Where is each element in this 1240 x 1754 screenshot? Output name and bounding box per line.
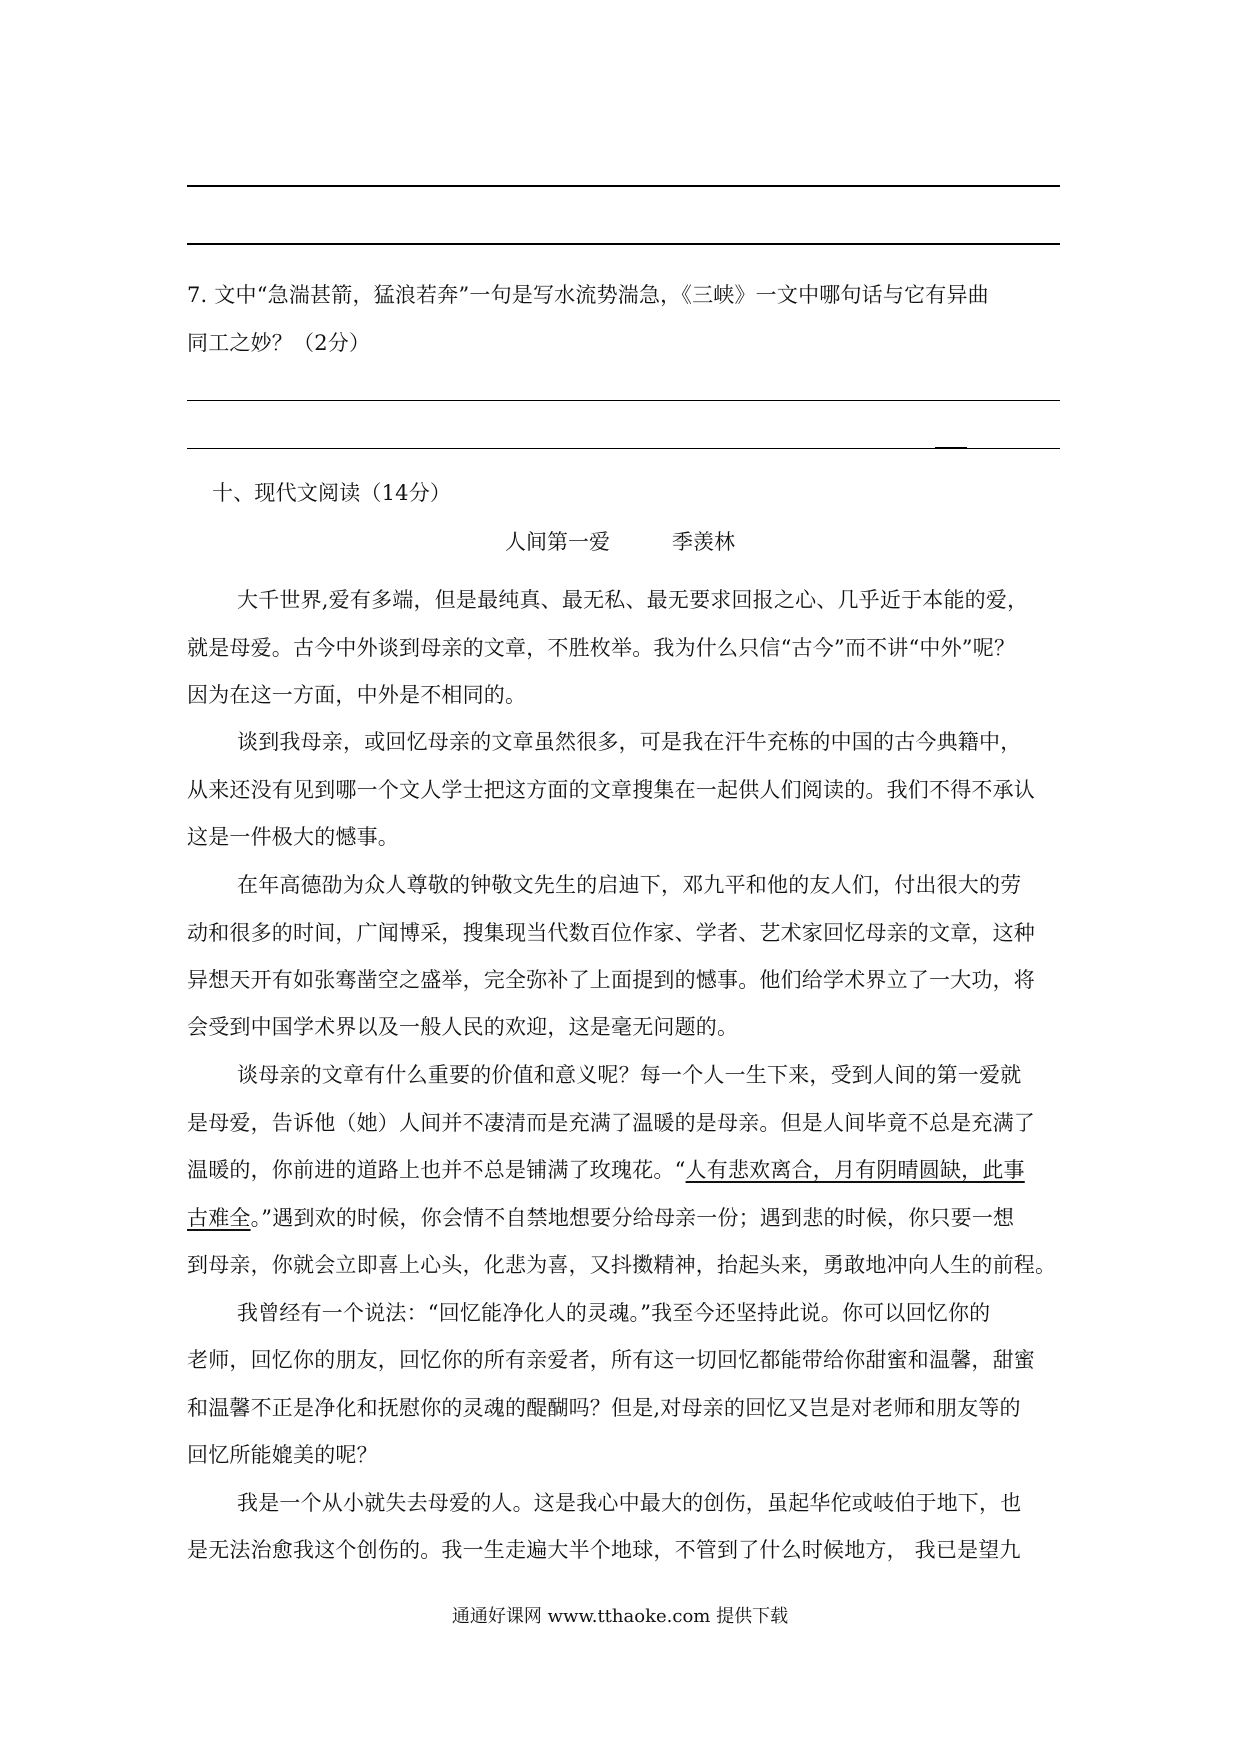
answer-line-1 xyxy=(187,185,1060,187)
p1-line-2: 就是母爱。古今中外谈到母亲的文章，不胜枚举。我为什么只信“古今”而不讲“中外”呢？ xyxy=(187,636,1016,660)
p3-line-3: 异想天开有如张骞凿空之盛举，完全弥补了上面提到的憾事。他们给学术界立了一大功，将 xyxy=(187,968,1035,992)
p3-line-4: 会受到中国学术界以及一般人民的欢迎，这是毫无问题的。 xyxy=(187,1015,739,1039)
section-heading: 十、现代文阅读（14分） xyxy=(212,481,452,505)
p4-line-4-text: 。”遇到欢的时候，你会情不自禁地想要分给母亲一份；遇到悲的时候，你只要一想 xyxy=(250,1206,1015,1230)
passage-title-line xyxy=(0,527,1240,557)
p4-line-3-text: 温暖的，你前进的道路上也并不总是铺满了玫瑰花。“ xyxy=(187,1158,686,1182)
question-7-line-2: 同工之妙？（2分） xyxy=(187,331,371,355)
p4-line-5: 到母亲，你就会立即喜上心头，化悲为喜，又抖擞精神，抬起头来，勇敢地冲向人生的前程。 xyxy=(187,1253,1057,1277)
underlined-quote-part-1: 人有悲欢离合，月有阴晴圆缺，此事 xyxy=(685,1158,1025,1182)
p4-line-2: 是母爱，告诉他（她）人间并不凄清而是充满了温暖的是母亲。但是人间毕竟不总是充满了 xyxy=(187,1111,1035,1135)
p4-line-1: 谈母亲的文章有什么重要的价值和意义呢？每一个人一生下来，受到人间的第一爱就 xyxy=(237,1063,1022,1087)
p1-line-3: 因为在这一方面，中外是不相同的。 xyxy=(187,683,527,707)
p5-line-4: 回忆所能媲美的呢？ xyxy=(187,1443,378,1467)
p4-line-3 xyxy=(187,1155,1060,1185)
page-footer: 通通好课网 www.tthaoke.com 提供下载 xyxy=(451,1606,789,1627)
question-7-line-1: 7. 文中“急湍甚箭，猛浪若奔”一句是写水流势湍急，《三峡》一文中哪句话与它有异曲 xyxy=(187,283,989,307)
underlined-quote-part-2: 古难全 xyxy=(187,1206,251,1230)
p5-line-3: 和温馨不正是净化和抚慰你的灵魂的醍醐吗？但是,对母亲的回忆又岂是对老师和朋友等的 xyxy=(187,1396,1021,1420)
p2-line-3: 这是一件极大的憾事。 xyxy=(187,825,399,849)
p4-line-4 xyxy=(187,1203,1060,1233)
p5-line-2: 老师，回忆你的朋友，回忆你的所有亲爱者，所有这一切回忆都能带给你甜蜜和温馨，甜蜜 xyxy=(187,1348,1035,1372)
answer-line-4 xyxy=(187,448,1060,449)
p5-line-1: 我曾经有一个说法：“回忆能净化人的灵魂。”我至今还坚持此说。你可以回忆你的 xyxy=(237,1301,991,1325)
p2-line-2: 从来还没有见到哪一个文人学士把这方面的文章搜集在一起供人们阅读的。我们不得不承认 xyxy=(187,778,1035,802)
p3-line-2: 动和很多的时间，广闻博采，搜集现当代数百位作家、学者、艺术家回忆母亲的文章，这种 xyxy=(187,921,1035,945)
answer-line-3 xyxy=(187,400,1060,401)
passage-title: 人间第一爱 xyxy=(505,530,610,554)
p6-line-1: 我是一个从小就失去母爱的人。这是我心中最大的创伤，虽起华佗或岐伯于地下，也 xyxy=(237,1491,1022,1515)
p3-line-1: 在年高德劭为众人尊敬的钟敬文先生的启迪下，邓九平和他的友人们，付出很大的劳 xyxy=(237,873,1022,897)
p6-line-2: 是无法治愈我这个创伤的。我一生走遍大半个地球，不管到了什么时候地方， 我已是望九 xyxy=(187,1538,1021,1562)
answer-line-4-mark xyxy=(935,447,967,449)
p1-line-1: 大千世界,爱有多端，但是最纯真、最无私、最无要求回报之心、几乎近于本能的爱， xyxy=(237,588,1029,612)
p2-line-1: 谈到我母亲，或回忆母亲的文章虽然很多，可是我在汗牛充栋的中国的古今典籍中， xyxy=(237,730,1022,754)
answer-line-2 xyxy=(187,243,1060,245)
passage-author: 季羡林 xyxy=(672,530,735,554)
